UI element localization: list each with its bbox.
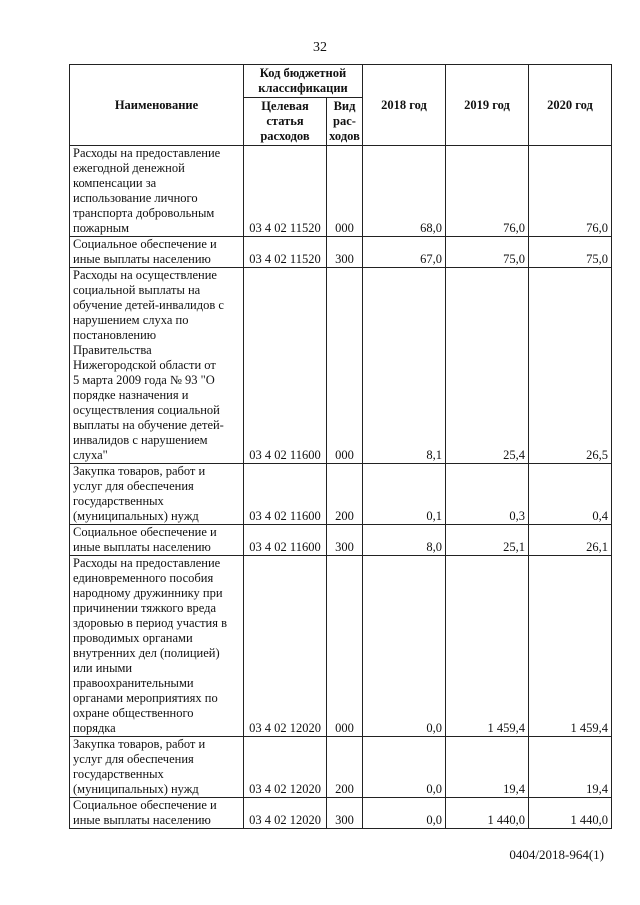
expense-type-cell: 300 [327, 237, 363, 268]
table-row [70, 798, 612, 829]
value-2020-cell: 0,4 [529, 464, 612, 525]
budget-table [69, 64, 612, 829]
target-article-cell: 03 4 02 11520 [244, 237, 327, 268]
value-2020-cell: 19,4 [529, 737, 612, 798]
value-2019-cell: 19,4 [446, 737, 529, 798]
expense-type-cell: 000 [327, 268, 363, 464]
value-2020-cell: 75,0 [529, 237, 612, 268]
value-2018-cell: 68,0 [363, 146, 446, 237]
header-expense-type: Вид рас-ходов [327, 98, 363, 146]
value-2018-cell: 0,0 [363, 737, 446, 798]
row-name-cell: Закупка товаров, работ и услуг для обеспечения государственных (муниципальных) нужд [70, 737, 244, 798]
target-article-cell: 03 4 02 11520 [244, 146, 327, 237]
table-row [70, 525, 612, 556]
header-year-2018: 2018 год [363, 65, 446, 146]
target-article-cell: 03 4 02 11600 [244, 464, 327, 525]
value-2019-cell: 0,3 [446, 464, 529, 525]
table-row [70, 268, 612, 464]
value-2019-cell: 75,0 [446, 237, 529, 268]
value-2020-cell: 26,1 [529, 525, 612, 556]
value-2018-cell: 0,0 [363, 798, 446, 829]
expense-type-cell: 300 [327, 525, 363, 556]
row-name-cell: Расходы на осуществление социальной выплаты на обучение детей-инвалидов с нарушением слуха по постановлению Правительства Нижегородской области от 5 марта 2009 года № 93 "О порядке назначения и осуществления социальной выплаты на обучение детей- инвалидов с нарушением слуха" [70, 268, 244, 464]
row-name-cell: Расходы на предоставление ежегодной денежной компенсации за использование личного транспорта добровольным пожарным [70, 146, 244, 237]
value-2019-cell: 25,4 [446, 268, 529, 464]
value-2019-cell: 1 459,4 [446, 556, 529, 737]
target-article-cell: 03 4 02 12020 [244, 737, 327, 798]
value-2018-cell: 0,0 [363, 556, 446, 737]
header-name: Наименование [70, 65, 244, 146]
value-2019-cell: 76,0 [446, 146, 529, 237]
target-article-cell: 03 4 02 11600 [244, 268, 327, 464]
value-2020-cell: 1 459,4 [529, 556, 612, 737]
value-2019-cell: 1 440,0 [446, 798, 529, 829]
expense-type-cell: 300 [327, 798, 363, 829]
value-2020-cell: 26,5 [529, 268, 612, 464]
row-name-cell: Закупка товаров, работ и услуг для обеспечения государственных (муниципальных) нужд [70, 464, 244, 525]
document-code: 0404/2018-964(1) [509, 847, 604, 862]
header-target-article: Целевая статья расходов [244, 98, 327, 146]
table-row [70, 146, 612, 237]
header-year-2019: 2019 год [446, 65, 529, 146]
value-2018-cell: 8,0 [363, 525, 446, 556]
header-year-2020: 2020 год [529, 65, 612, 146]
table-row [70, 737, 612, 798]
value-2018-cell: 0,1 [363, 464, 446, 525]
page-number: 32 [313, 40, 327, 55]
value-2018-cell: 8,1 [363, 268, 446, 464]
expense-type-cell: 000 [327, 556, 363, 737]
target-article-cell: 03 4 02 11600 [244, 525, 327, 556]
expense-type-cell: 200 [327, 464, 363, 525]
header-budget-code: Код бюджетной классификации [244, 65, 363, 98]
table-row [70, 237, 612, 268]
table-body [70, 146, 612, 829]
table-row [70, 464, 612, 525]
table-header [70, 65, 612, 146]
expense-type-cell: 000 [327, 146, 363, 237]
row-name-cell: Социальное обеспечение и иные выплаты населению [70, 798, 244, 829]
value-2018-cell: 67,0 [363, 237, 446, 268]
table-row [70, 556, 612, 737]
target-article-cell: 03 4 02 12020 [244, 798, 327, 829]
target-article-cell: 03 4 02 12020 [244, 556, 327, 737]
value-2019-cell: 25,1 [446, 525, 529, 556]
value-2020-cell: 76,0 [529, 146, 612, 237]
row-name-cell: Социальное обеспечение и иные выплаты населению [70, 237, 244, 268]
row-name-cell: Социальное обеспечение и иные выплаты населению [70, 525, 244, 556]
expense-type-cell: 200 [327, 737, 363, 798]
row-name-cell: Расходы на предоставление единовременного пособия народному дружиннику при причинении тяжкого вреда здоровью в период участия в проводимых органами внутренних дел (полицией) или иными правоохранительными органами мероприятиях по охране общественного порядка [70, 556, 244, 737]
value-2020-cell: 1 440,0 [529, 798, 612, 829]
